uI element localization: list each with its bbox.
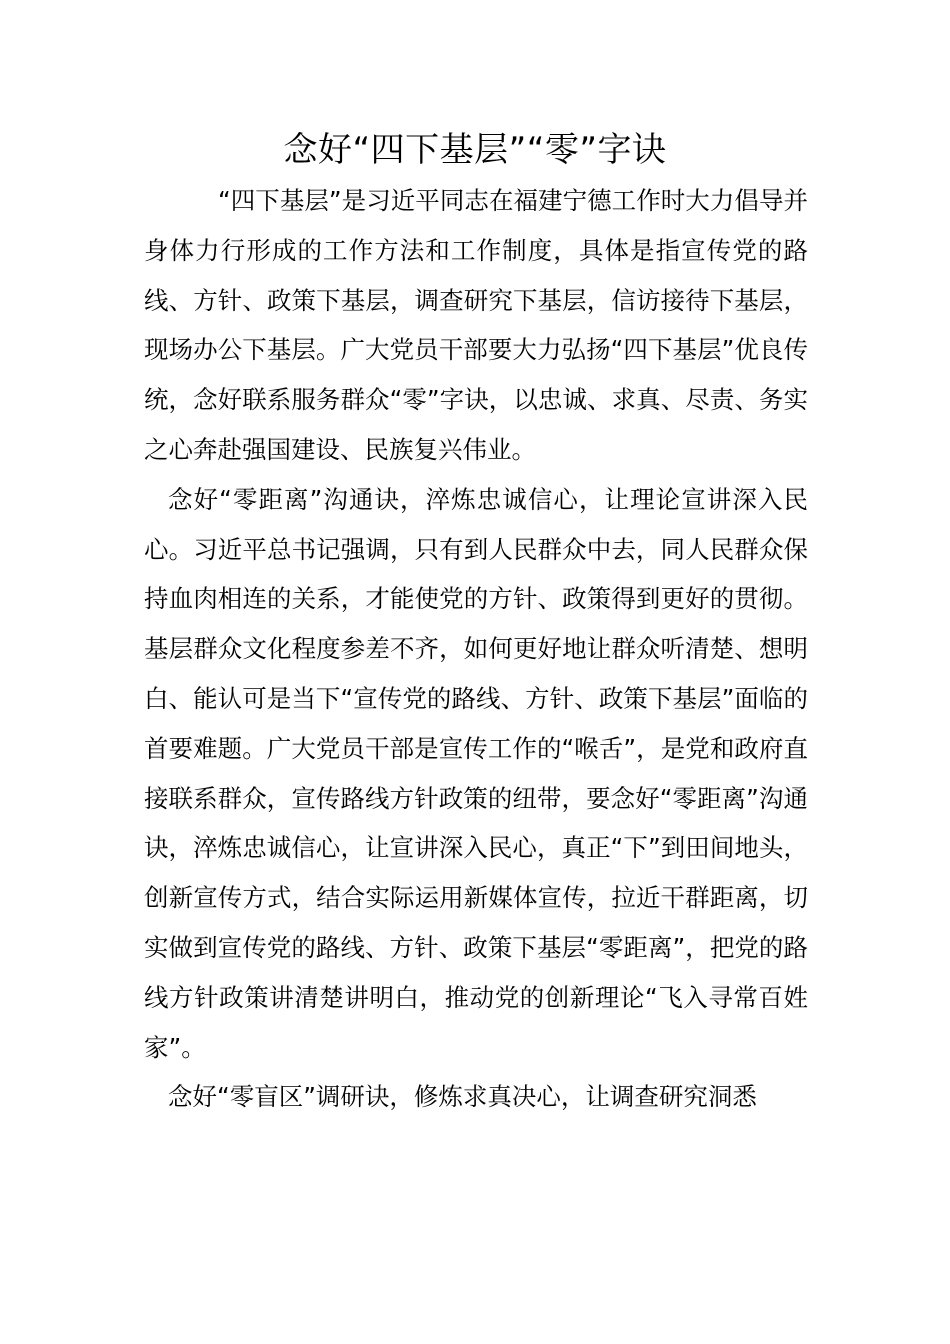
- paragraph-zero-blind-spot: 念好“零盲区”调研诀，修炼求真决心，让调查研究洞悉: [168, 1082, 757, 1112]
- document-title: 念好“四下基层”“零”字诀: [283, 130, 667, 170]
- document-body: [144, 176, 808, 1122]
- paragraph-intro: “四下基层”是习近平同志在福建宁德工作时大力倡导并身体力行形成的工作方法和工作制度，具体是指宣传党的路线、方针、政策下基层，调查研究下基层，信访接待下基层，现场办公下基层。广大党员干部要大力弘扬“四下基层”优良传统，念好联系服务群众“零”字诀，以忠诚、求真、尽责、务实之心奔赴强国建设、民族复兴伟业。: [144, 186, 808, 464]
- paragraph-zero-distance: 念好“零距离”沟通诀，淬炼忠诚信心，让理论宣讲深入民心。习近平总书记强调，只有到人民群众中去，同人民群众保持血肉相连的关系，才能使党的方针、政策得到更好的贯彻。基层群众文化程度参差不齐，如何更好地让群众听清楚、想明白、能认可是当下“宣传党的路线、方针、政策下基层”面临的首要难题。广大党员干部是宣传工作的“喉舌”，是党和政府直接联系群众，宣传路线方针政策的纽带，要念好“零距离”沟通诀，淬炼忠诚信心，让宣讲深入民心，真正“下”到田间地头，创新宣传方式，结合实际运用新媒体宣传，拉近干群距离，切实做到宣传党的路线、方针、政策下基层“零距离”，把党的路线方针政策讲清楚讲明白，推动党的创新理论“飞入寻常百姓家”。: [144, 484, 808, 1062]
